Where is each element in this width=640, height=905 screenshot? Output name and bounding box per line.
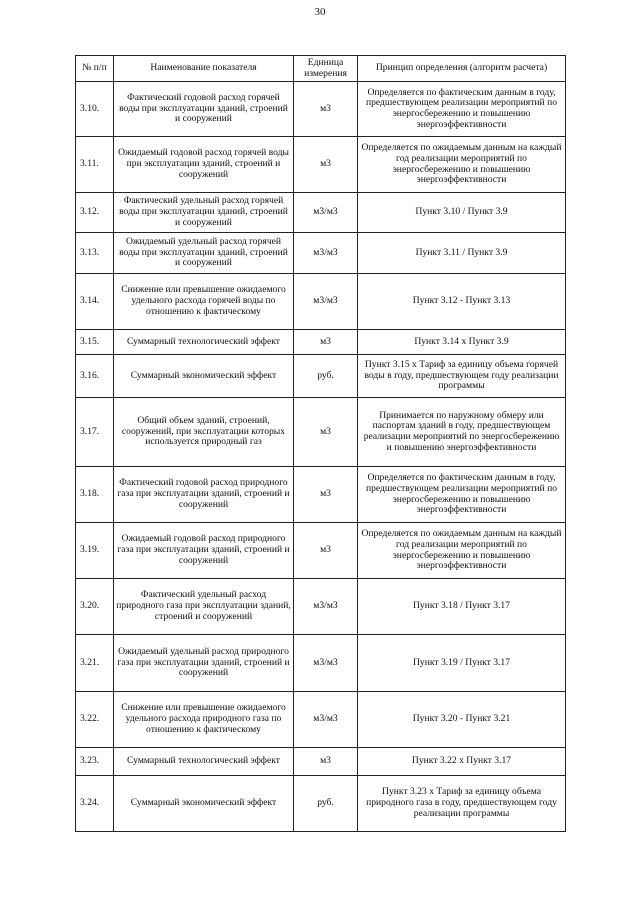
- row-num: 3.10.: [76, 82, 114, 137]
- row-unit: м3: [294, 137, 358, 193]
- row-unit: м3/м3: [294, 233, 358, 274]
- row-principle: Определяется по ожидаемым данным на каждый год реализации мероприятий по энергосбережению и повышению энергоэффективности: [358, 523, 566, 579]
- table-row: [76, 274, 566, 330]
- row-num: 3.17.: [76, 398, 114, 467]
- row-principle: Пункт 3.15 x Тариф за единицу объема горячей воды в году, предшествующем году реализации программы: [358, 355, 566, 398]
- row-name: Ожидаемый удельный расход горячей воды при эксплуатации зданий, строений и сооружений: [114, 233, 294, 274]
- row-principle: Принимается по наружному обмеру или паспортам зданий в году, предшествующем реализации мероприятий по энергосбережению и повышению энергоэффективности: [358, 398, 566, 467]
- row-principle: Пункт 3.20 - Пункт 3.21: [358, 692, 566, 748]
- table-row: [76, 748, 566, 776]
- row-unit: м3: [294, 748, 358, 776]
- row-name: Фактический годовой расход природного газа при эксплуатации зданий, строений и сооружений: [114, 467, 294, 523]
- header-principle: Принцип определения (алгоритм расчета): [358, 56, 566, 82]
- table-row: [76, 776, 566, 832]
- row-principle: Пункт 3.14 x Пункт 3.9: [358, 330, 566, 355]
- row-name: Суммарный экономический эффект: [114, 776, 294, 832]
- table-row: [76, 330, 566, 355]
- row-num: 3.11.: [76, 137, 114, 193]
- row-unit: м3/м3: [294, 635, 358, 692]
- row-num: 3.15.: [76, 330, 114, 355]
- row-name: Суммарный технологический эффект: [114, 330, 294, 355]
- row-principle: Определяется по ожидаемым данным на каждый год реализации мероприятий по энергосбережению и повышению энергоэффективности: [358, 137, 566, 193]
- row-principle: Пункт 3.18 / Пункт 3.17: [358, 579, 566, 635]
- row-num: 3.22.: [76, 692, 114, 748]
- row-principle: Пункт 3.19 / Пункт 3.17: [358, 635, 566, 692]
- table-row: [76, 233, 566, 274]
- row-num: 3.13.: [76, 233, 114, 274]
- row-unit: м3/м3: [294, 692, 358, 748]
- row-name: Фактический удельный расход природного газа при эксплуатации зданий, строений и сооружений: [114, 579, 294, 635]
- row-num: 3.21.: [76, 635, 114, 692]
- row-principle: Определяется по фактическим данным в году, предшествующем реализации мероприятий по энергосбережению и повышению энергоэффективности: [358, 467, 566, 523]
- row-num: 3.23.: [76, 748, 114, 776]
- row-name: Снижение или превышение ожидаемого удельного расхода природного газа по отношению к фактическому: [114, 692, 294, 748]
- row-name: Ожидаемый годовой расход природного газа при эксплуатации зданий, строений и сооружений: [114, 523, 294, 579]
- row-unit: м3/м3: [294, 193, 358, 233]
- indicator-table: [75, 55, 566, 832]
- row-num: 3.19.: [76, 523, 114, 579]
- row-unit: м3/м3: [294, 274, 358, 330]
- row-name: Общий объем зданий, строений, сооружений, при эксплуатации которых используется природный газ: [114, 398, 294, 467]
- row-unit: м3: [294, 398, 358, 467]
- table-row: [76, 355, 566, 398]
- row-num: 3.16.: [76, 355, 114, 398]
- table-row: [76, 82, 566, 137]
- row-num: 3.18.: [76, 467, 114, 523]
- row-num: 3.12.: [76, 193, 114, 233]
- row-principle: Пункт 3.12 - Пункт 3.13: [358, 274, 566, 330]
- row-num: 3.20.: [76, 579, 114, 635]
- row-name: Ожидаемый удельный расход природного газа при эксплуатации зданий, строений и сооружений: [114, 635, 294, 692]
- row-unit: м3: [294, 330, 358, 355]
- header-unit: Единица измерения: [294, 56, 358, 82]
- table-row: [76, 137, 566, 193]
- row-name: Фактический удельный расход горячей воды при эксплуатации зданий, строений и сооружений: [114, 193, 294, 233]
- row-principle: Определяется по фактическим данным в году, предшествующем реализации мероприятий по энергосбережению и повышению энергоэффективности: [358, 82, 566, 137]
- row-name: Суммарный технологический эффект: [114, 748, 294, 776]
- row-num: 3.14.: [76, 274, 114, 330]
- row-unit: м3: [294, 467, 358, 523]
- table-row: [76, 692, 566, 748]
- table-header: [76, 56, 566, 82]
- row-num: 3.24.: [76, 776, 114, 832]
- row-unit: м3: [294, 523, 358, 579]
- row-unit: м3: [294, 82, 358, 137]
- table-row: [76, 579, 566, 635]
- table-row: [76, 398, 566, 467]
- row-unit: м3/м3: [294, 579, 358, 635]
- row-unit: руб.: [294, 355, 358, 398]
- row-name: Суммарный экономический эффект: [114, 355, 294, 398]
- row-name: Фактический годовой расход горячей воды при эксплуатации зданий, строений и сооружений: [114, 82, 294, 137]
- row-unit: руб.: [294, 776, 358, 832]
- page-number: 30: [314, 6, 326, 18]
- row-principle: Пункт 3.10 / Пункт 3.9: [358, 193, 566, 233]
- table-row: [76, 635, 566, 692]
- row-name: Ожидаемый годовой расход горячей воды при эксплуатации зданий, строений и сооружений: [114, 137, 294, 193]
- header-name: Наименование показателя: [114, 56, 294, 82]
- table-row: [76, 193, 566, 233]
- row-principle: Пункт 3.23 x Тариф за единицу объема природного газа в году, предшествующем году реализации программы: [358, 776, 566, 832]
- row-principle: Пункт 3.11 / Пункт 3.9: [358, 233, 566, 274]
- table-row: [76, 467, 566, 523]
- row-name: Снижение или превышение ожидаемого удельного расхода горячей воды по отношению к фактическому: [114, 274, 294, 330]
- table-row: [76, 523, 566, 579]
- row-principle: Пункт 3.22 x Пункт 3.17: [358, 748, 566, 776]
- header-num: № п/п: [76, 56, 114, 82]
